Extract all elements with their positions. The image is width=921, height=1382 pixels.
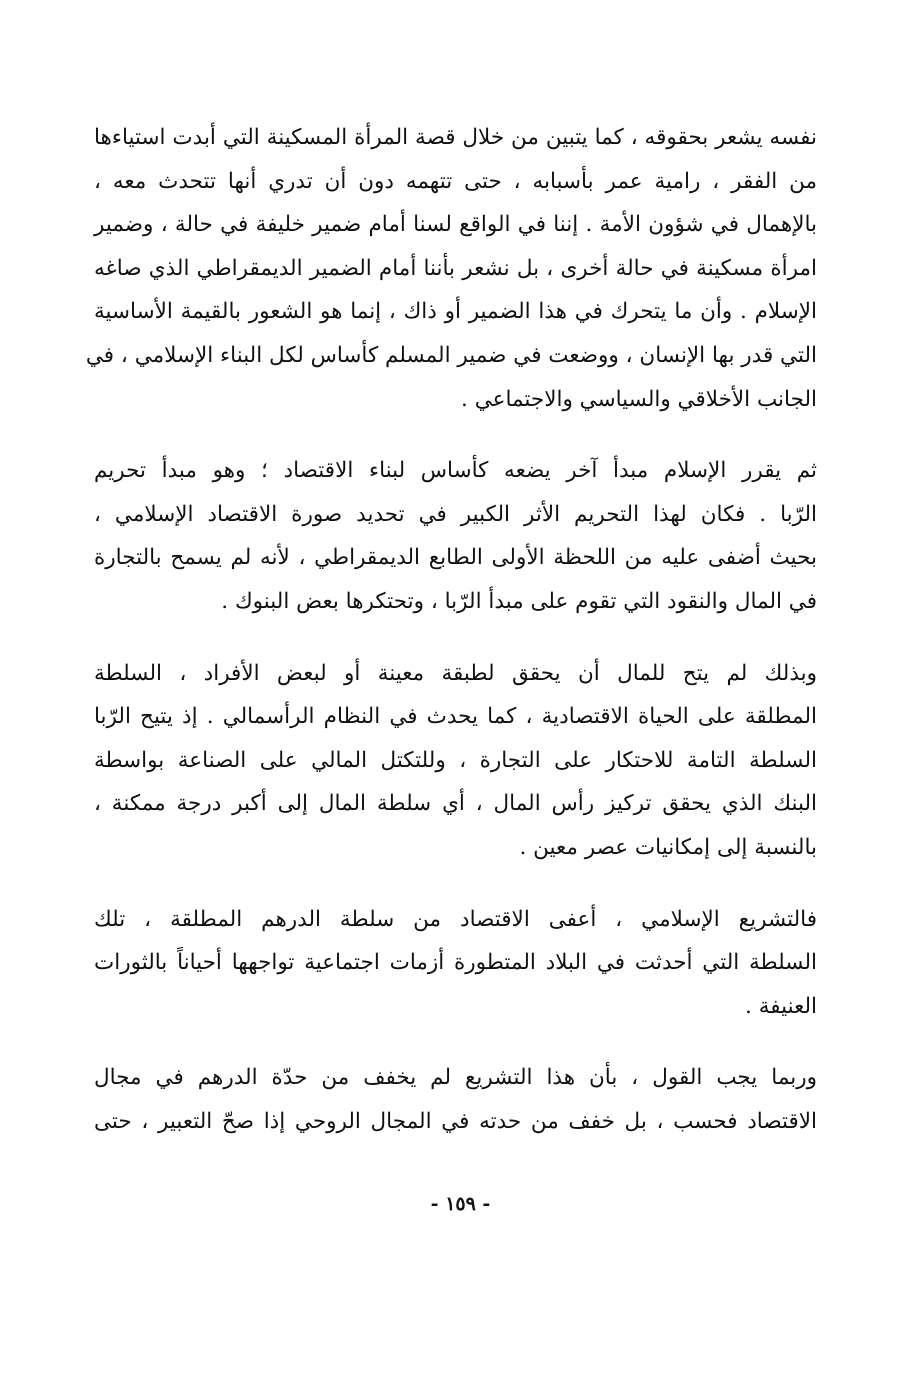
text-line: السلطة التامة للاحتكار على التجارة ، وللتكتل المالي على الصناعة بواسطة: [94, 747, 817, 773]
paragraph-2: [94, 449, 817, 623]
text-line: الاقتصاد فحسب ، بل خفف من حدته في المجال الروحي إذا صحّ التعبير ، حتى: [94, 1108, 817, 1134]
text-line: ثم يقرر الإسلام مبدأ آخر يضعه كأساس لبناء الاقتصاد ؛ وهو مبدأ تحريم: [94, 458, 817, 484]
text-line: وبذلك لم يتح للمال أن يحقق لطبقة معينة أو لبعض الأفراد ، السلطة: [94, 660, 817, 686]
text-line: فالتشريع الإسلامي ، أعفى الاقتصاد من سلطة الدرهم المطلقة ، تلك: [94, 906, 817, 932]
paragraph-4: [94, 898, 817, 1029]
text-line: بحيث أضفى عليه من اللحظة الأولى الطابع الديمقراطي ، لأنه لم يسمح بالتجارة: [94, 545, 817, 571]
text-line: المطلقة على الحياة الاقتصادية ، كما يحدث في النظام الرأسمالي . إذ يتيح الرّبا: [94, 704, 817, 730]
text-line: وربما يجب القول ، بأن هذا التشريع لم يخفف من حدّة الدرهم في مجال: [94, 1065, 817, 1091]
paragraph-3: [94, 652, 817, 870]
body-text: [85, 116, 817, 1143]
text-line: البنك الذي يحقق تركيز رأس المال ، أي سلطة المال إلى أكبر درجة ممكنة ،: [94, 791, 817, 817]
text-line: من الفقر ، رامية عمر بأسبابه ، حتى تتهمه دون أن تدري أنها تتحدث معه ،: [94, 168, 817, 194]
text-line: الرّبا . فكان لهذا التحريم الأثر الكبير في تحديد صورة الاقتصاد الإسلامي ،: [94, 501, 817, 527]
text-line: التي قدر بها الإنسان ، ووضعت في ضمير المسلم كأساس لكل البناء الإسلامي ، في: [85, 342, 817, 368]
text-line: بالنسبة إلى إمكانيات عصر معين .: [519, 834, 817, 860]
text-line: العنيفة .: [745, 993, 817, 1019]
paragraph-1: [85, 116, 817, 421]
text-line: امرأة مسكينة في حالة أخرى ، بل نشعر بأننا أمام الضمير الديمقراطي الذي صاغه: [94, 255, 817, 281]
text-line: بالإهمال في شؤون الأمة . إننا في الواقع لسنا أمام ضمير خليفة في حالة ، وضمير: [94, 212, 817, 238]
text-line: الجانب الأخلاقي والسياسي والاجتماعي .: [461, 386, 817, 412]
page-number: - ١٥٩ -: [430, 1193, 491, 1215]
text-line: نفسه يشعر بحقوقه ، كما يتبين من خلال قصة المرأة المسكينة التي أبدت استياءها: [94, 125, 817, 150]
paragraph-5: [94, 1056, 817, 1143]
text-line: السلطة التي أحدثت في البلاد المتطورة أزمات اجتماعية تواجهها أحياناً بالثورات: [94, 950, 817, 976]
text-line: في المال والنقود التي تقوم على مبدأ الرّبا ، وتحتكرها بعض البنوك .: [221, 588, 817, 614]
text-line: الإسلام . وأن ما يتحرك في هذا الضمير أو ذاك ، إنما هو الشعور بالقيمة الأساسية: [94, 299, 817, 325]
